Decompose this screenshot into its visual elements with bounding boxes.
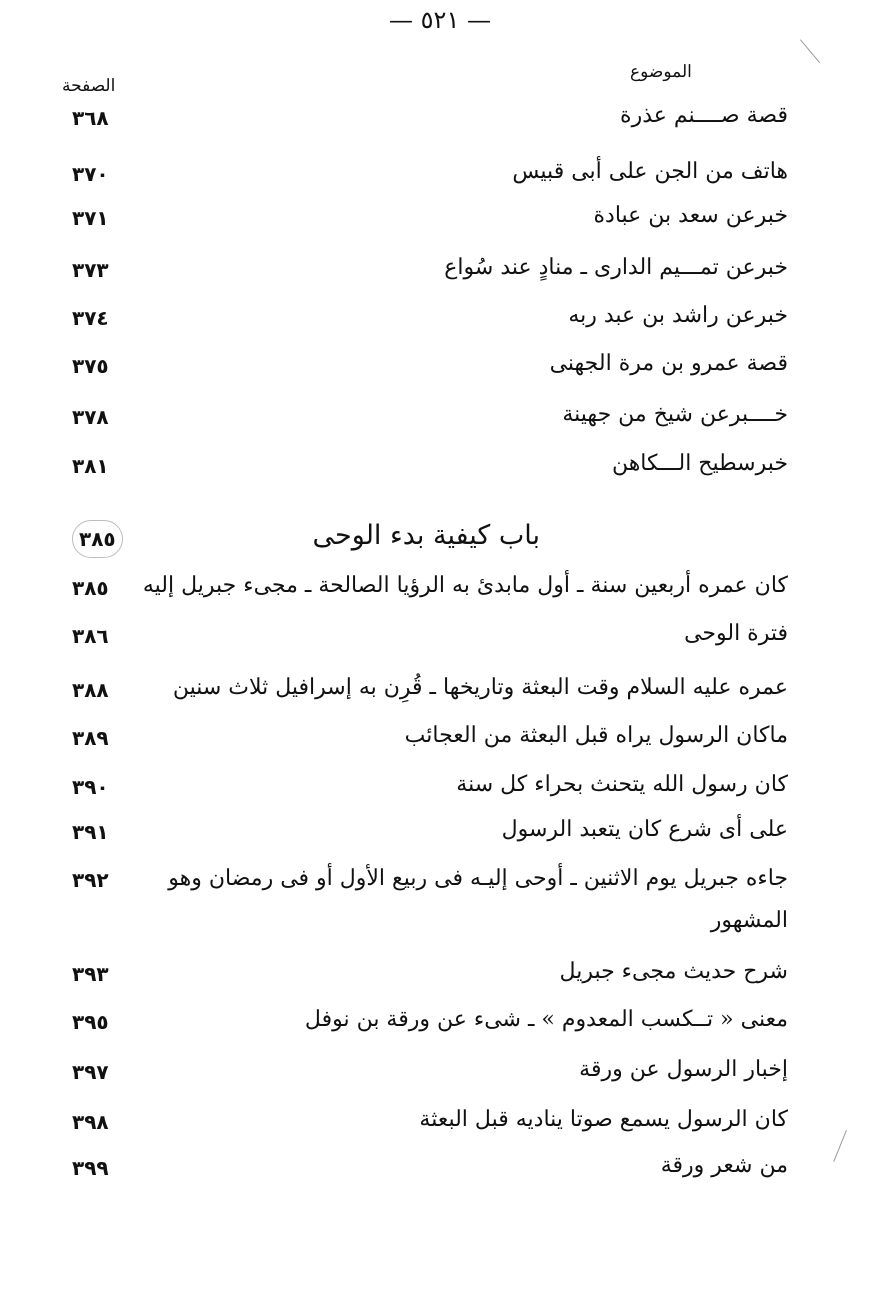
- toc-entry: [0, 196, 880, 236]
- entry-title: خبرسطيح الـــكاهن: [611, 451, 788, 476]
- entry-title: إخبار الرسول عن ورقة: [579, 1057, 788, 1082]
- toc-entry: [0, 248, 880, 288]
- entry-page: ٣٩١: [72, 820, 109, 844]
- entry-title: معنى « تــكسب المعدوم » ـ شىء عن ورقة بن نوفل: [304, 1007, 788, 1032]
- entry-title: خــــبرعن شيخ من جهينة: [562, 402, 788, 427]
- entry-title: كان الرسول يسمع صوتا يناديه قبل البعثة: [419, 1107, 788, 1132]
- entry-page: ٣٩٨: [72, 1110, 109, 1134]
- entry-title: خبرعن راشد بن عبد ربه: [568, 303, 788, 328]
- toc-entry: [0, 1000, 880, 1040]
- entry-page: ٣٨٥: [72, 576, 109, 600]
- chapter-page-circled: ٣٨٥: [72, 520, 123, 558]
- entry-title: ماكان الرسول يراه قبل البعثة من العجائب: [404, 723, 788, 748]
- entry-title: جاءه جبريل يوم الاثنين ـ أوحى إليـه فى ربيع الأول أو فى رمضان وهو المشهور: [168, 866, 788, 933]
- entry-page: ٣٩٥: [72, 1010, 109, 1034]
- page-column-header: الصفحة: [62, 76, 116, 96]
- toc-entry: [0, 566, 880, 606]
- page-number: — ٥٢١ —: [389, 6, 491, 34]
- entry-page: ٣٩٩: [72, 1156, 109, 1180]
- entry-title: خبرعن تمـــيم الدارى ـ منادٍ عند سُواع: [444, 255, 788, 280]
- entry-title: خبرعن سعد بن عبادة: [593, 203, 788, 228]
- entry-page: ٣٧٤: [72, 306, 109, 330]
- entry-page: ٣٩٣: [72, 962, 109, 986]
- toc-entry: [0, 668, 880, 708]
- entry-title: كان رسول الله يتحنث بحراء كل سنة: [456, 772, 788, 797]
- toc-entry: [0, 395, 880, 435]
- toc-entry: [0, 765, 880, 805]
- entry-title: قصة عمرو بن مرة الجهنى: [549, 351, 788, 376]
- entry-page: ٣٧٥: [72, 354, 109, 378]
- toc-entry: [0, 96, 880, 136]
- toc-entry: [0, 1050, 880, 1090]
- entry-title: عمره عليه السلام وقت البعثة وتاريخها ـ قُرِن به إسرافيل ثلاث سنين: [172, 675, 788, 700]
- entry-title: شرح حديث مجىء جبريل: [559, 959, 788, 984]
- toc-entry: [0, 1146, 880, 1186]
- entry-page: ٣٨٦: [72, 624, 109, 648]
- toc-entry: [0, 296, 880, 336]
- toc-entry: [0, 1100, 880, 1140]
- entry-page: ٣٧٨: [72, 405, 109, 429]
- toc-entry: [0, 810, 880, 850]
- entry-page: ٣٩٠: [72, 775, 109, 799]
- entry-page: ٣٩٧: [72, 1060, 109, 1084]
- toc-entry: [0, 614, 880, 654]
- entry-page: ٣٧٣: [72, 258, 109, 282]
- entry-title: فترة الوحى: [684, 621, 788, 646]
- toc-entry: [0, 716, 880, 756]
- chapter-page: [72, 520, 142, 558]
- topic-column-header: الموضوع: [630, 62, 692, 82]
- chapter-title: باب كيفية بدء الوحى: [312, 520, 540, 551]
- entry-page: ٣٧١: [72, 206, 109, 230]
- entry-page: ٣٧٠: [72, 162, 109, 186]
- chapter-heading: [0, 516, 880, 556]
- toc-entry: [0, 858, 880, 933]
- entry-title: من شعر ورقة: [660, 1153, 788, 1178]
- entry-title: على أى شرع كان يتعبد الرسول: [501, 817, 788, 842]
- toc-entry: [0, 444, 880, 484]
- entry-page: ٣٨٨: [72, 678, 109, 702]
- toc-entry: [0, 344, 880, 384]
- toc-entry: [0, 152, 880, 192]
- entry-page: ٣٨٩: [72, 726, 109, 750]
- entry-page: ٣٦٨: [72, 106, 109, 130]
- entry-title: كان عمره أربعين سنة ـ أول مابدئ به الرؤيا الصالحة ـ مجىء جبريل إليه: [142, 573, 788, 598]
- scan-mark: [800, 39, 820, 63]
- entry-title: هاتف من الجن على أبى قبيس: [512, 159, 788, 184]
- toc-entry: [0, 952, 880, 992]
- entry-title: قصة صــــنم عذرة: [620, 103, 788, 128]
- entry-page: ٣٨١: [72, 454, 109, 478]
- entry-page: ٣٩٢: [72, 868, 109, 892]
